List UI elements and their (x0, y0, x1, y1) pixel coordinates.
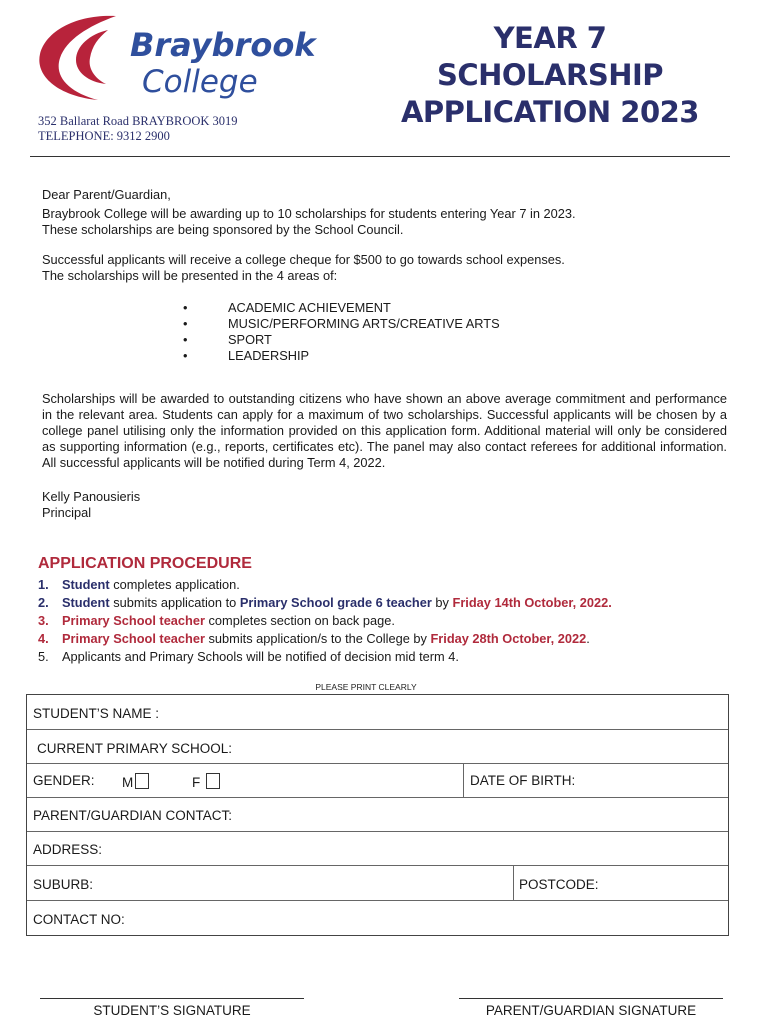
application-form (26, 694, 729, 936)
suburb-postcode-row (27, 865, 728, 901)
list-item: • SPORT (183, 332, 272, 347)
salutation: Dear Parent/Guardian, (42, 186, 171, 202)
logo-name-top: Braybrook (130, 26, 316, 64)
bullet-icon: • (183, 316, 188, 331)
bullet-icon: • (183, 300, 188, 315)
procedure-step: 2. Student submits application to Primary School grade 6 teacher by Friday 14th October, 2022. (38, 595, 612, 610)
header-divider (30, 156, 730, 157)
contact-no-field[interactable] (27, 900, 728, 935)
telephone-line: TELEPHONE: 9312 2900 (38, 129, 170, 143)
suburb-field[interactable]: SUBURB: (33, 877, 94, 892)
gender-dob-row (27, 763, 728, 798)
procedure-step: 1. Student completes application. (38, 577, 240, 592)
page-title (385, 20, 715, 131)
print-clearly-note: PLEASE PRINT CLEARLY (315, 682, 417, 692)
primary-school-field[interactable] (27, 729, 728, 764)
letter-paragraph-1 (42, 206, 727, 238)
procedure-step: 4. Primary School teacher submits application/s to the College by Friday 28th October, 2022. (38, 631, 590, 646)
procedure-step: 3. Primary School teacher completes section on back page. (38, 613, 395, 628)
address-line: 352 Ballarat Road BRAYBROOK 3019 (38, 114, 238, 128)
principal-title: Principal (42, 505, 92, 520)
list-item: • ACADEMIC ACHIEVEMENT (183, 300, 391, 315)
procedure-steps (38, 576, 612, 666)
gender-m-checkbox[interactable] (135, 773, 149, 789)
letter-paragraph-3: Scholarships will be awarded to outstanding citizens who have shown an above average commitment and performance in the relevant area. Students can apply for a maximum of two scholarships. Successful applicants will be chosen by a college panel utilising only the information provided on this application form. Additional material will only be considered as supporting information (e.g., reports, certificates etc). The panel may also contact referees for additional information. All successful applicants will be notified during Term 4, 2022. (42, 390, 727, 470)
address-field[interactable] (27, 831, 728, 866)
list-item: • MUSIC/PERFORMING ARTS/CREATIVE ARTS (183, 316, 500, 331)
logo-name-bottom: College (142, 64, 258, 100)
college-logo (38, 12, 348, 104)
title-line-2: SCHOLARSHIP (436, 58, 664, 92)
letter-paragraph-2 (42, 252, 727, 284)
school-address (38, 114, 238, 144)
student-signature-label: STUDENT’S SIGNATURE (93, 1003, 251, 1018)
dob-field[interactable]: DATE OF BIRTH: (470, 773, 576, 788)
student-name-field[interactable] (27, 695, 728, 730)
gender-f-checkbox[interactable] (206, 773, 220, 789)
parent-signature-line[interactable] (459, 998, 723, 999)
procedure-title: APPLICATION PROCEDURE (38, 555, 252, 572)
signoff (42, 489, 727, 521)
contact-no-label: CONTACT NO: (33, 912, 125, 927)
gender-f-option[interactable]: F (192, 773, 220, 790)
principal-name: Kelly Panousieris (42, 489, 141, 504)
bullet-icon: • (183, 332, 188, 347)
paragraph-1-line-2: These scholarships are being sponsored by the School Council. (42, 222, 404, 237)
list-item: • LEADERSHIP (183, 348, 310, 363)
bullet-icon: • (183, 348, 188, 363)
address-label: ADDRESS: (33, 842, 103, 857)
student-signature-line[interactable] (40, 998, 304, 999)
student-name-label: STUDENT’S NAME : (33, 706, 160, 721)
parent-contact-field[interactable] (27, 797, 728, 832)
paragraph-2-line-1: Successful applicants will receive a college cheque for $500 to go towards school expenses. (42, 252, 565, 267)
paragraph-1-line-1: Braybrook College will be awarding up to 10 scholarships for students entering Year 7 in 2023. (42, 206, 576, 221)
braybrook-college-logo-icon (38, 12, 348, 104)
scholarship-areas-list (183, 300, 500, 364)
primary-school-label: CURRENT PRIMARY SCHOOL: (37, 741, 233, 756)
title-line-1: YEAR 7 (493, 21, 607, 55)
postcode-field[interactable]: POSTCODE: (519, 877, 599, 892)
field-divider (463, 763, 464, 797)
title-line-3: APPLICATION 2023 (400, 95, 699, 129)
paragraph-2-line-2: The scholarships will be presented in the 4 areas of: (42, 268, 338, 283)
gender-label: GENDER: (33, 773, 95, 788)
procedure-step: 5. Applicants and Primary Schools will be notified of decision mid term 4. (38, 649, 459, 664)
field-divider (513, 865, 514, 900)
parent-contact-label: PARENT/GUARDIAN CONTACT: (33, 808, 233, 823)
parent-signature-label: PARENT/GUARDIAN SIGNATURE (485, 1003, 697, 1018)
gender-m-option[interactable]: M (122, 773, 149, 790)
